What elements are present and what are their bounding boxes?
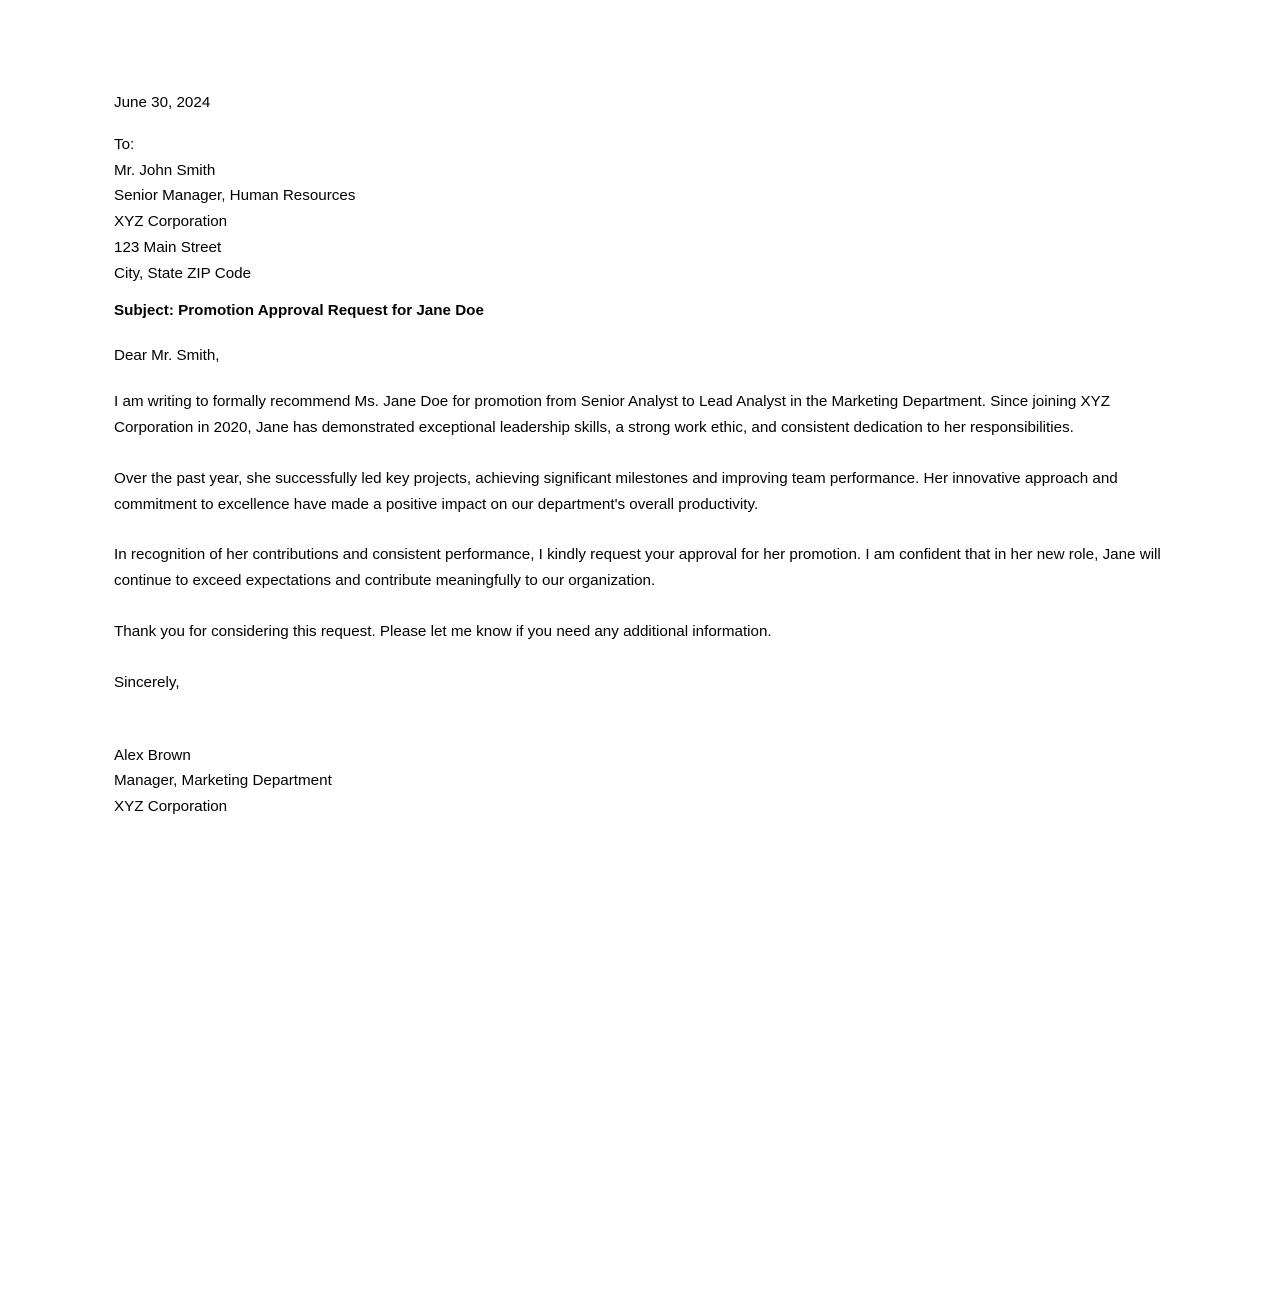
body-paragraph-1: I am writing to formally recommend Ms. Jane Doe for promotion from Senior Analyst to Lead Analyst in the Marketing Department. Since joining XYZ Corporation in 2020, Jane has demonstrated exceptional leadership skills, a strong work ethic, and consistent dedication to her responsibilities.: [114, 393, 1111, 436]
salutation: Dear Mr. Smith,: [114, 347, 220, 365]
letter-body: [114, 90, 1166, 820]
recipient-address-block: [114, 132, 1166, 287]
subject-line: Subject: Promotion Approval Request for Jane Doe: [114, 301, 484, 319]
recipient-city-state-zip: City, State ZIP Code: [114, 264, 252, 282]
sender-company: XYZ Corporation: [114, 798, 228, 816]
recipient-title: Senior Manager, Human Resources: [114, 187, 356, 205]
body-paragraph-2: Over the past year, she successfully led key projects, achieving significant milestones and improving team performance. Her innovative approach and commitment to excellence have made a positive impact on our department's overall productivity.: [114, 469, 1118, 513]
letter-date: June 30, 2024: [114, 94, 211, 111]
sender-name: Alex Brown: [114, 746, 191, 764]
body-paragraph-4: Thank you for considering this request. Please let me know if you need any additional information.: [114, 622, 772, 640]
sender-title: Manager, Marketing Department: [114, 772, 332, 790]
closing-salutation: Sincerely,: [114, 673, 180, 691]
signature-block: [114, 743, 1166, 820]
recipient-to-label: To:: [114, 135, 135, 153]
recipient-company: XYZ Corporation: [114, 213, 228, 231]
signature-space: [114, 696, 1166, 743]
recipient-name: Mr. John Smith: [114, 161, 216, 179]
body-paragraph-3: In recognition of her contributions and consistent performance, I kindly request your approval for her promotion. I am confident that in her new role, Jane will continue to exceed expectations and contribute meaningfully to our organization.: [114, 546, 1161, 590]
recipient-street: 123 Main Street: [114, 238, 222, 256]
